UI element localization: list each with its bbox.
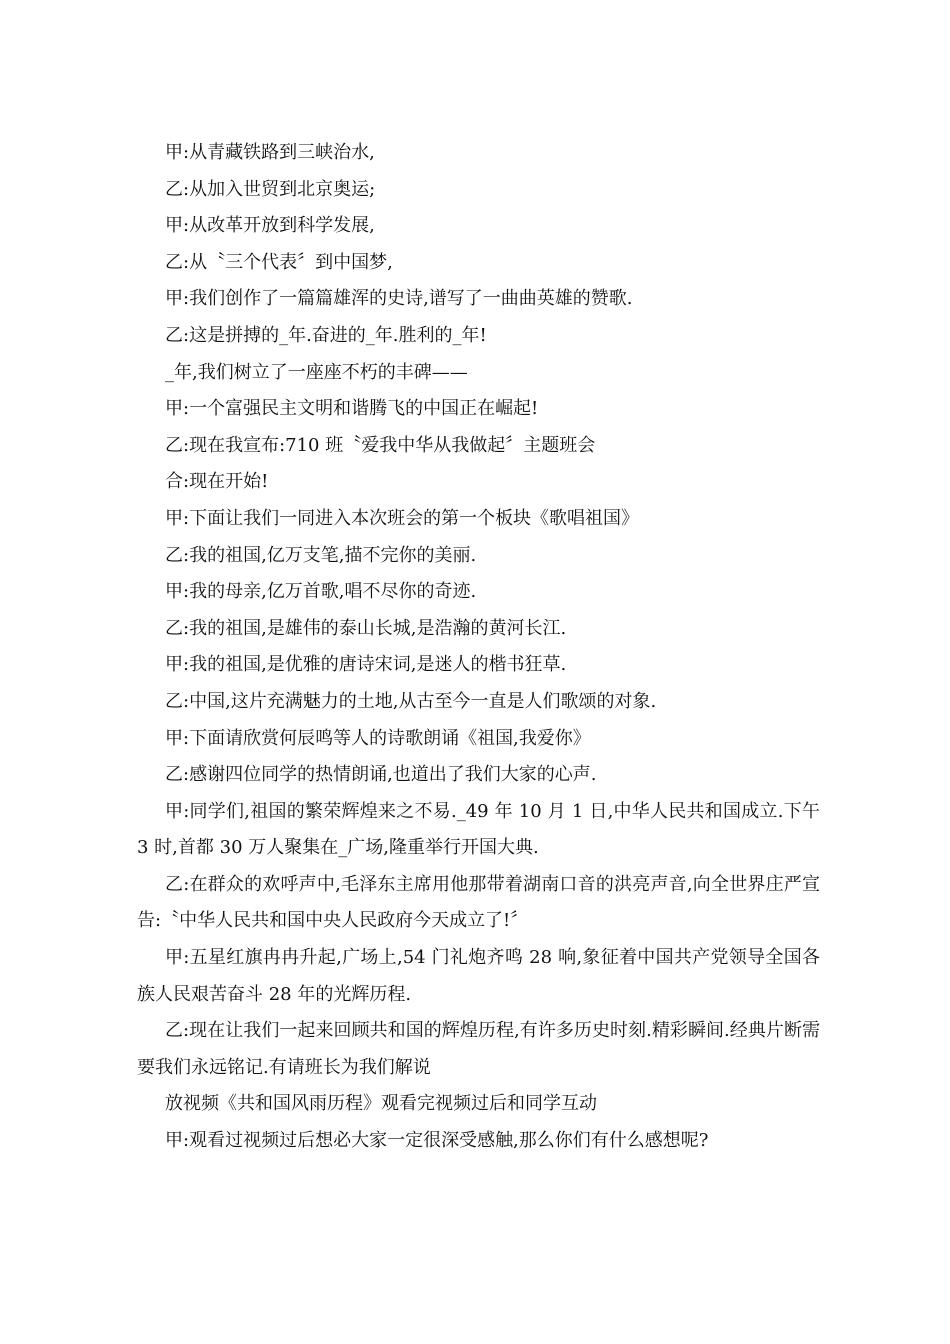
paragraph: 乙:现在让我们一起来回顾共和国的辉煌历程,有许多历史时刻.精彩瞬间.经典片断需要我们永远铭记.有请班长为我们解说 (137, 1020, 820, 1078)
paragraph: 甲:我的母亲,亿万首歌,唱不尽你的奇迹. (165, 581, 477, 603)
document-body (137, 135, 820, 1160)
paragraph: 乙:我的祖国,亿万支笔,描不完你的美丽. (165, 544, 477, 566)
paragraph: 乙:现在我宣布:710 班〝爱我中华从我做起〞主题班会 (165, 434, 596, 456)
paragraph: 甲:下面让我们一同进入本次班会的第一个板块《歌唱祖国》 (165, 507, 640, 529)
paragraph: 甲:从青藏铁路到三峡治水, (165, 142, 375, 163)
paragraph: 甲:一个富强民主文明和谐腾飞的中国正在崛起! (165, 398, 539, 420)
paragraph: 乙:中国,这片充满魅力的土地,从古至今一直是人们歌颂的对象. (165, 690, 657, 712)
paragraph: 乙:这是拼搏的_年.奋进的_年.胜利的_年! (165, 324, 487, 346)
paragraph: 乙:感谢四位同学的热情朗诵,也道出了我们大家的心声. (165, 764, 597, 786)
paragraph: 甲:我们创作了一篇篇雄浑的史诗,谱写了一曲曲英雄的赞歌. (165, 288, 633, 310)
paragraph: 合:现在开始! (165, 471, 269, 493)
paragraph: 甲:从改革开放到科学发展, (165, 215, 375, 237)
paragraph: 乙:在群众的欢呼声中,毛泽东主席用他那带着湖南口音的洪亮声音,向全世界庄严宣告:〝中华人民共和国中央人民政府今天成立了!〞 (137, 873, 820, 932)
paragraph: 甲:观看过视频过后想必大家一定很深受感触,那么你们有什么感想呢? (165, 1130, 709, 1152)
paragraph: 甲:同学们,祖国的繁荣辉煌来之不易._49 年 10 月 1 日,中华人民共和国成立.下午 3 时,首都 30 万人聚集在_广场,隆重举行开国大典. (137, 800, 820, 859)
paragraph: 乙:从加入世贸到北京奥运; (165, 178, 376, 200)
paragraph: 乙:我的祖国,是雄伟的泰山长城,是浩瀚的黄河长江. (165, 617, 567, 639)
paragraph: 甲:我的祖国,是优雅的唐诗宋词,是迷人的楷书狂草. (165, 654, 567, 676)
paragraph: 乙:从〝三个代表〞到中国梦, (165, 251, 393, 273)
paragraph: 甲:五星红旗冉冉升起,广场上,54 门礼炮齐鸣 28 响,象征着中国共产党领导全国各族人民艰苦奋斗 28 年的光辉历程. (137, 947, 820, 1005)
paragraph: 甲:下面请欣赏何辰鸣等人的诗歌朗诵《祖国,我爱你》 (165, 727, 591, 749)
paragraph: 放视频《共和国风雨历程》观看完视频过后和同学互动 (165, 1093, 597, 1115)
paragraph: _年,我们树立了一座座不朽的丰碑—— (165, 361, 468, 383)
